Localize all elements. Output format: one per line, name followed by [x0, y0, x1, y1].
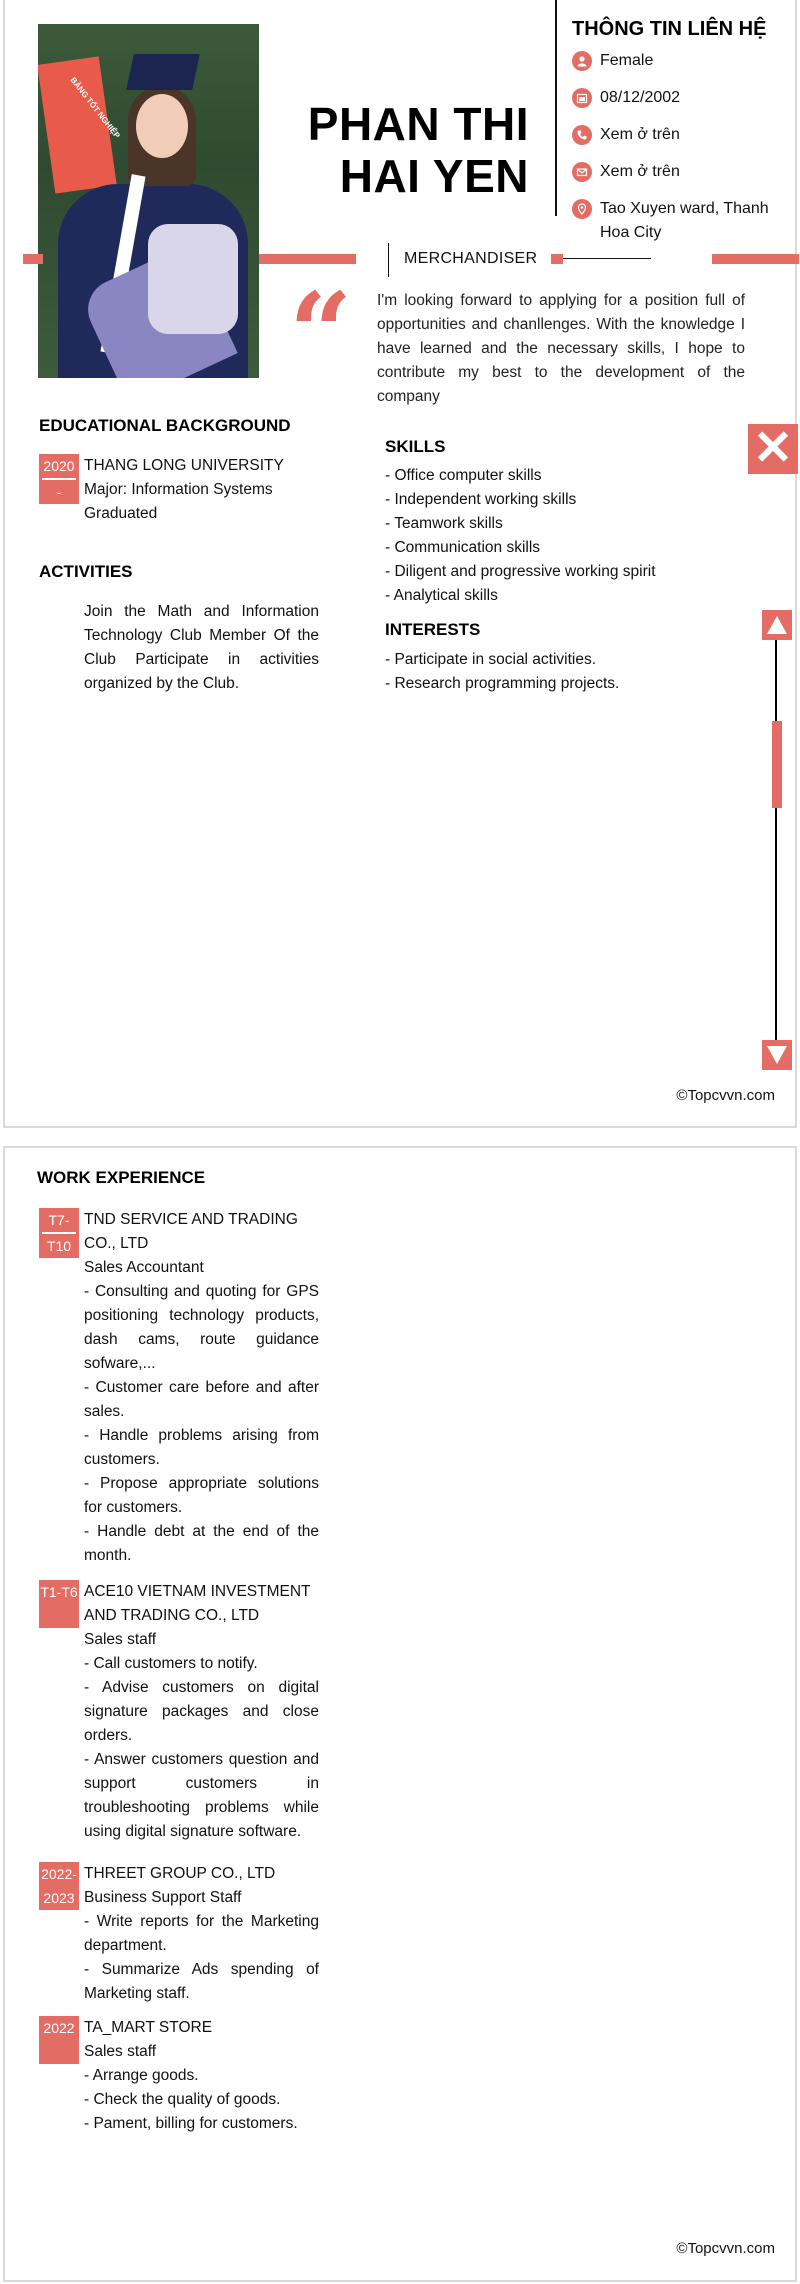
job-role: Sales Accountant [84, 1259, 204, 1276]
work-date-badge: 2022 [39, 2016, 79, 2064]
interests-heading: INTERESTS [385, 620, 481, 639]
job-detail: - Arrange goods. [84, 2067, 199, 2084]
activities-text: Join the Math and Information Technology Club Member Of the Club Participate in activities organized by the Club. [84, 603, 319, 692]
scrollbar-track[interactable] [775, 640, 777, 1044]
job-detail: - Summarize Ads spending of Marketing staff. [84, 1961, 319, 2002]
skill-item: - Analytical skills [385, 587, 498, 604]
company-name: TA_MART STORE [84, 2019, 213, 2036]
accent-square [551, 254, 563, 264]
cv-page-2 [3, 1146, 797, 2282]
job-detail: - Handle problems arising from customers. [84, 1427, 319, 1468]
skill-item: - Office computer skills [385, 467, 542, 484]
contact-birthdate: 08/12/2002 [572, 86, 782, 110]
arrow-up-icon [767, 616, 787, 634]
job-detail: - Handle debt at the end of the month. [84, 1523, 319, 1564]
career-objective: I'm looking forward to applying for a position full of opportunities and chanllenges. With the knowledge I have learned and the necessary skills, I hope to contribute my best to the development of the company [377, 292, 745, 405]
quote-icon: “ [289, 268, 353, 397]
accent-bar-right [712, 254, 799, 264]
footer-copyright: ©Topcvvn.com [676, 2240, 775, 2257]
work-entry [84, 2016, 319, 2136]
job-detail: - Call customers to notify. [84, 1655, 258, 1672]
job-detail: - Consulting and quoting for GPS positioning technology products, dash cams, route guidance sofware,... [84, 1283, 319, 1372]
job-detail: - Check the quality of goods. [84, 2091, 281, 2108]
company-name: THREET GROUP CO., LTD [84, 1865, 276, 1882]
job-role: Sales staff [84, 1631, 157, 1648]
interest-item: - Research programming projects. [385, 675, 620, 692]
work-entry [84, 1580, 319, 1844]
job-detail: - Answer customers question and support customers in troubleshooting problems while using digital signature software. [84, 1751, 319, 1840]
scrollbar-thumb[interactable] [772, 721, 782, 808]
calendar-icon [572, 88, 592, 108]
work-date-badge: 2022- 2023 [39, 1862, 79, 1910]
phone-icon [572, 125, 592, 145]
job-detail: - Pament, billing for customers. [84, 2115, 298, 2132]
title-underline [563, 258, 651, 259]
contact-phone[interactable]: Xem ở trên [572, 123, 782, 147]
job-detail: - Customer care before and after sales. [84, 1379, 319, 1420]
job-role: Sales staff [84, 2043, 157, 2060]
location-icon [572, 199, 592, 219]
company-name: ACE10 VIETNAM INVESTMENT AND TRADING CO., LTD [84, 1583, 311, 1624]
email-icon [572, 162, 592, 182]
candidate-name: PHAN THI HAI YEN [307, 98, 529, 202]
company-name: TND SERVICE AND TRADING CO., LTD [84, 1211, 298, 1252]
job-role: Business Support Staff [84, 1889, 242, 1906]
job-detail: - Propose appropriate solutions for customers. [84, 1475, 319, 1516]
work-entry [84, 1862, 319, 2006]
work-heading: WORK EXPERIENCE [37, 1168, 206, 1187]
skill-item: - Communication skills [385, 539, 541, 556]
cv-page-1 [3, 0, 797, 1128]
accent-bar-mid [259, 254, 356, 264]
skills-heading: SKILLS [385, 437, 446, 456]
work-date-badge: T1-T6 [39, 1580, 79, 1628]
diploma-sign: BẰNG TỐT NGHIỆP [38, 56, 117, 193]
activities-heading: ACTIVITIES [39, 562, 133, 581]
education-date-badge: 2020 - [39, 454, 79, 504]
close-icon: ✕ [752, 422, 794, 475]
arrow-down-icon [767, 1046, 787, 1064]
interest-item: - Participate in social activities. [385, 651, 597, 668]
status: Graduated [84, 505, 158, 522]
education-entry [84, 454, 319, 526]
work-entry [84, 1208, 319, 1568]
job-title: MERCHANDISER [404, 250, 538, 267]
footer-copyright: ©Topcvvn.com [676, 1087, 775, 1104]
skills-list [385, 464, 656, 608]
job-detail: - Advise customers on digital signature packages and close orders. [84, 1679, 319, 1744]
title-divider [388, 243, 389, 277]
scroll-up-button[interactable] [762, 610, 792, 640]
skill-item: - Independent working skills [385, 491, 577, 508]
contact-address: Tao Xuyen ward, Thanh Hoa City [572, 197, 782, 245]
contact-divider [555, 0, 557, 216]
user-icon [572, 51, 592, 71]
profile-photo [38, 24, 259, 378]
accent-bar-left [23, 254, 43, 264]
contact-gender: Female [572, 49, 782, 73]
job-detail: - Write reports for the Marketing department. [84, 1913, 319, 1954]
scroll-down-button[interactable] [762, 1040, 792, 1070]
skill-item: - Diligent and progressive working spirit [385, 563, 656, 580]
interests-list [385, 648, 619, 696]
major: Major: Information Systems [84, 481, 273, 498]
work-date-badge: T7- T10 [39, 1208, 79, 1258]
education-heading: EDUCATIONAL BACKGROUND [39, 416, 291, 435]
skill-item: - Teamwork skills [385, 515, 503, 532]
contact-heading: THÔNG TIN LIÊN HỆ [572, 18, 767, 40]
contact-email[interactable]: Xem ở trên [572, 160, 782, 184]
close-button[interactable] [748, 424, 798, 474]
school-name: THANG LONG UNIVERSITY [84, 457, 284, 474]
